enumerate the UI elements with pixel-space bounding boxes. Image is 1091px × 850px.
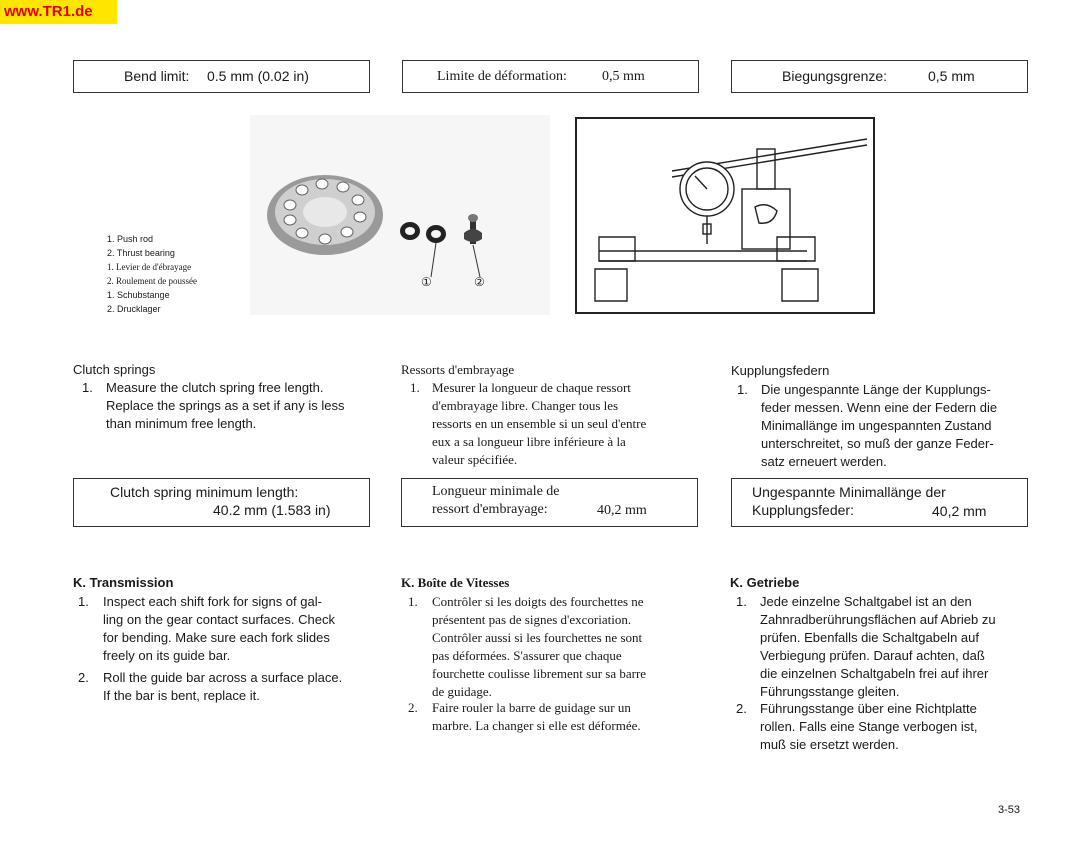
clutch-springs-heading-en: Clutch springs: [73, 362, 156, 377]
step-number: 1.: [82, 380, 93, 395]
transmission-heading-fr: K. Boîte de Vitesses: [401, 575, 510, 590]
spring-min-length-label-de-2: Kupplungsfeder:: [752, 502, 854, 518]
clutch-step-1-de: 1. Die ungespannte Länge der Kupplungs- feder messen. Wenn eine der Federn die Minimallänge im ungespannten Zustand unterschreitet, so muß der ganze Feder- satz erneuert werden.: [737, 382, 998, 469]
bend-limit-label-en: Bend limit:: [124, 68, 190, 84]
step-number: 1.: [410, 380, 420, 395]
spring-min-length-label-fr-1: Longueur minimale de: [432, 484, 560, 499]
spring-min-length-value-fr: 40,2 mm: [597, 503, 647, 518]
step-number: 2.: [78, 670, 89, 685]
clutch-springs-heading-de: Kupplungsfedern: [731, 363, 830, 378]
clutch-step-1-en: 1. Measure the clutch spring free length. Replace the springs as a set if any is less than minimum free length.: [82, 380, 345, 431]
legend-item: 1. Levier de d'ébrayage: [107, 262, 192, 272]
clutch-parts-photo: [250, 115, 550, 315]
legend-item: 1. Schubstange: [107, 290, 170, 300]
bend-limit-value-fr: 0,5 mm: [602, 69, 645, 84]
page-number: 3-53: [998, 804, 1021, 816]
watermark-url: www.TR1.de: [0, 0, 117, 24]
bend-limit-value-de: 0,5 mm: [928, 68, 975, 84]
spring-min-length-box-fr: [401, 478, 698, 527]
step-number: 2.: [408, 700, 418, 715]
transmission-step-2-de: 2. Führungsstange über eine Richtplatte rollen. Falls eine Stange verbogen ist, muß sie ersetzt werden.: [736, 701, 978, 752]
bend-limit-value-en: 0.5 mm (0.02 in): [207, 68, 309, 84]
callout-1: ①: [421, 275, 432, 289]
dial-gauge-illustration: [575, 117, 875, 314]
clutch-parts-illustration: [250, 115, 550, 315]
spring-min-length-label-fr-2: ressort d'embrayage:: [432, 502, 548, 517]
transmission-step-1-en: 1. Inspect each shift fork for signs of gal- ling on the gear contact surfaces. Check for bending. Make sure each fork slides freely on its guide bar.: [78, 594, 335, 663]
legend-item: 2. Drucklager: [107, 304, 161, 314]
step-number: 1.: [737, 382, 748, 397]
bend-limit-box-fr: [402, 60, 699, 93]
bend-limit-label-fr: Limite de déformation:: [437, 69, 567, 84]
legend-item: 1. Push rod: [107, 234, 154, 244]
bend-limit-label-de: Biegungsgrenze:: [782, 68, 888, 84]
transmission-step-1-de: 1. Jede einzelne Schaltgabel ist an den Zahnradberührungsflächen auf Abrieb zu prüfen. Ebenfalls die Schaltgabeln auf Verbiegung prüfen. Darauf achten, daß die einzelnen Schaltgabeln frei auf ihrer Führungsstange gleiten.: [736, 594, 996, 699]
transmission-heading-en: K. Transmission: [73, 575, 174, 590]
spring-min-length-label-en: Clutch spring minimum length:: [110, 484, 299, 500]
step-number: 1.: [78, 594, 89, 609]
step-number: 1.: [736, 594, 747, 609]
transmission-heading-de: K. Getriebe: [730, 575, 800, 590]
legend-item: 2. Thrust bearing: [107, 248, 175, 258]
transmission-step-1-fr: 1. Contrôler si les doigts des fourchettes ne présentent pas de signes d'excoriation. Contrôler aussi si les fourchettes ne sont pas déformées. S'assurer que chaque fourchette coulisse librement sur sa barre de guidage.: [408, 594, 647, 699]
legend-item: 2. Roulement de poussée: [107, 276, 197, 286]
spring-min-length-box-en: [73, 478, 370, 527]
figure-legend: [107, 232, 197, 316]
step-number: 1.: [408, 594, 418, 609]
callout-2: ②: [474, 275, 485, 289]
clutch-step-1-fr: 1. Mesurer la longueur de chaque ressort d'embrayage libre. Changer tous les ressorts en un ensemble si un seul d'entre eux a sa longueur libre inférieure à la valeur spécifiée.: [410, 380, 647, 467]
dial-gauge-drawing: [577, 119, 873, 312]
transmission-step-2-en: 2. Roll the guide bar across a surface place. If the bar is bent, replace it.: [78, 670, 343, 703]
spring-min-length-value-en: 40.2 mm (1.583 in): [213, 502, 331, 518]
spring-min-length-box-de: [731, 478, 1028, 527]
transmission-step-2-fr: 2. Faire rouler la barre de guidage sur un marbre. La changer si elle est déformée.: [408, 700, 641, 733]
clutch-springs-heading-fr: Ressorts d'embrayage: [401, 362, 515, 377]
spring-min-length-label-de-1: Ungespannte Minimallänge der: [752, 484, 946, 500]
step-number: 2.: [736, 701, 747, 716]
bend-limit-box-en: [73, 60, 370, 93]
spring-min-length-value-de: 40,2 mm: [932, 503, 987, 519]
bend-limit-box-de: [731, 60, 1028, 93]
